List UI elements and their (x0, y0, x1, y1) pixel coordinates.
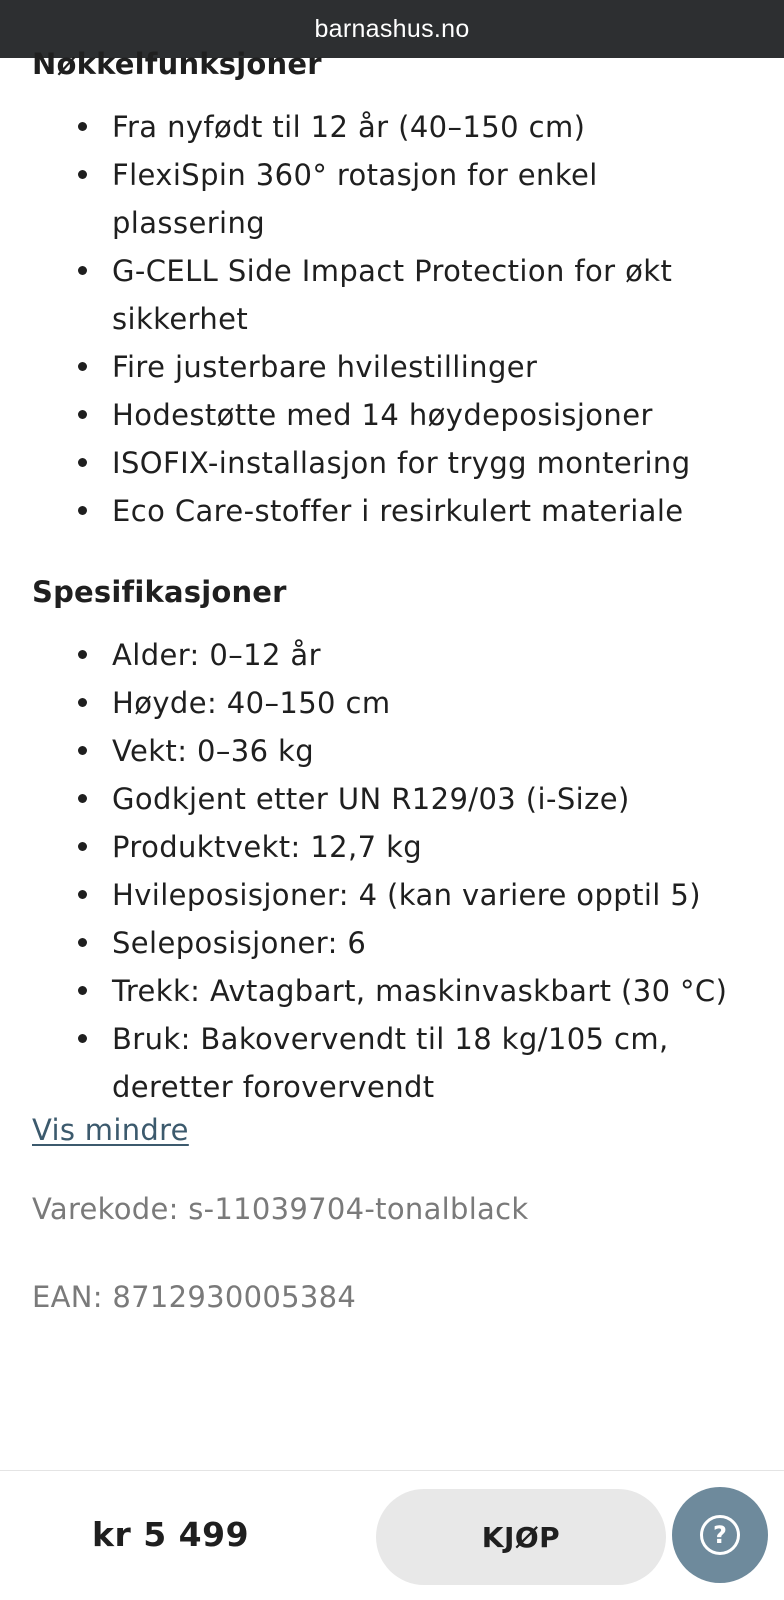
purchase-bar (0, 1470, 784, 1600)
list-item: Hodestøtte med 14 høydeposisjoner (78, 391, 746, 439)
ean-text: EAN: 8712930005384 (32, 1280, 357, 1314)
list-item: Fire justerbare hvilestillinger (78, 343, 746, 391)
list-item: FlexiSpin 360° rotasjon for enkel plassering (78, 151, 746, 247)
price: kr 5 499 (92, 1515, 250, 1554)
list-item: G-CELL Side Impact Protection for økt sikkerhet (78, 247, 746, 343)
help-button[interactable] (672, 1487, 768, 1583)
sku-text: Varekode: s-11039704-tonalblack (32, 1192, 529, 1226)
list-item: Vekt: 0–36 kg (78, 727, 746, 775)
show-less-link[interactable]: Vis mindre (32, 1113, 189, 1147)
list-item: Godkjent etter UN R129/03 (i-Size) (78, 775, 746, 823)
list-item: Hvileposisjoner: 4 (kan variere opptil 5) (78, 871, 746, 919)
list-item: Seleposisjoner: 6 (78, 919, 746, 967)
specifications-list (78, 631, 746, 1111)
list-item: ISOFIX-installasjon for trygg montering (78, 439, 746, 487)
question-mark-icon: ? (700, 1515, 740, 1555)
list-item: Fra nyfødt til 12 år (40–150 cm) (78, 103, 746, 151)
key-features-list (78, 103, 746, 535)
specifications-title: Spesifikasjoner (32, 575, 287, 609)
list-item: Alder: 0–12 år (78, 631, 746, 679)
browser-domain: barnashus.no (314, 14, 470, 43)
list-item: Trekk: Avtagbart, maskinvaskbart (30 °C) (78, 967, 746, 1015)
buy-button[interactable]: KJØP (376, 1489, 666, 1585)
list-item: Bruk: Bakovervendt til 18 kg/105 cm, deretter forovervendt (78, 1015, 746, 1111)
list-item: Eco Care-stoffer i resirkulert materiale (78, 487, 746, 535)
key-features-title: Nøkkelfunksjoner (32, 47, 322, 81)
list-item: Høyde: 40–150 cm (78, 679, 746, 727)
list-item: Produktvekt: 12,7 kg (78, 823, 746, 871)
